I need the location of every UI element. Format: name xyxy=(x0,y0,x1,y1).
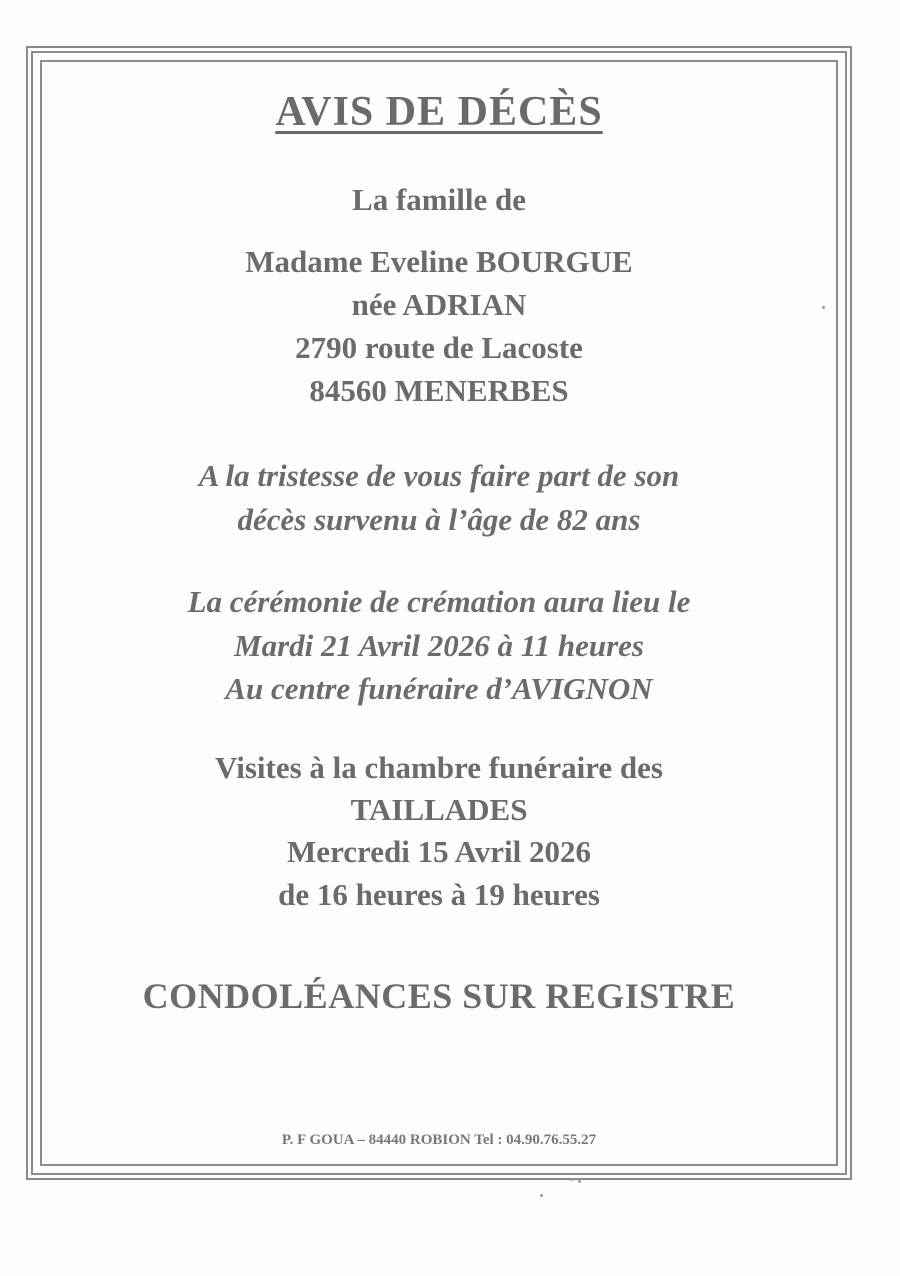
visits-hours: de 16 heures à 19 heures xyxy=(278,877,600,912)
announcement-line-1: A la tristesse de vous faire part de son xyxy=(198,458,680,493)
visits-location: TAILLADES xyxy=(350,792,528,827)
deceased-address: 2790 route de Lacoste xyxy=(295,330,583,365)
deceased-maiden-name: née ADRIAN xyxy=(351,287,527,322)
notice-title: AVIS DE DÉCÈS xyxy=(275,89,603,135)
deceased-name: Madame Eveline BOURGUE xyxy=(245,244,633,279)
ceremony-line-1: La cérémonie de crémation aura lieu le xyxy=(187,584,691,619)
deceased-city: 84560 MENERBES xyxy=(309,373,569,408)
ceremony-location-line: Au centre funéraire d’AVIGNON xyxy=(225,671,653,706)
scan-speck xyxy=(540,1194,543,1197)
scan-speck xyxy=(578,1180,581,1183)
scan-speck xyxy=(570,1178,573,1181)
notice-content xyxy=(44,64,834,1162)
scan-speck xyxy=(822,306,825,309)
visits-date: Mercredi 15 Avril 2026 xyxy=(287,834,591,869)
intro-line: La famille de xyxy=(352,182,526,217)
announcement-line-2: décès survenu à l’âge de 82 ans xyxy=(237,502,641,537)
ceremony-date-line: Mardi 21 Avril 2026 à 11 heures xyxy=(234,628,644,663)
visits-line-1: Visites à la chambre funéraire des xyxy=(214,750,664,785)
condolences-line: CONDOLÉANCES SUR REGISTRE xyxy=(142,976,736,1016)
funeral-home-footer: P. F GOUA – 84440 ROBION Tel : 04.90.76.55.27 xyxy=(281,1132,597,1148)
